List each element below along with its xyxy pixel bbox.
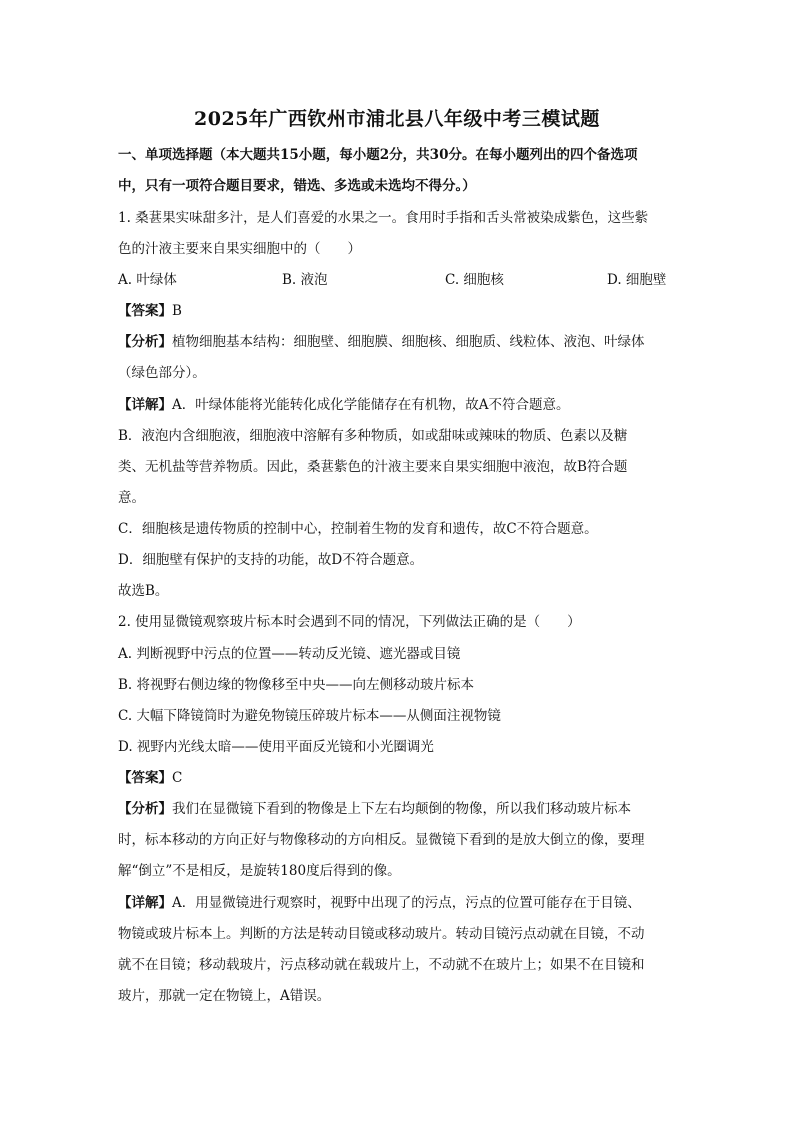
q1-detail-line-6: D．细胞壁有保护的支持的功能，故D不符合题意。	[118, 552, 424, 568]
q1-option-d: D. 细胞壁	[607, 272, 667, 288]
q1-answer	[118, 302, 182, 320]
q1-detail-text-1: A．叶绿体能将光能转化成化学能储存在有机物，故A不符合题意。	[172, 397, 570, 413]
q2-analysis-text-1: 我们在显微镜下看到的物像是上下左右均颠倒的物像，所以我们移动玻片标本	[172, 801, 631, 817]
q1-answer-value: B	[172, 303, 182, 319]
answer-tag: 【答案】	[118, 770, 172, 786]
q2-option-b: B. 将视野右侧边缘的物像移至中央——向左侧移动玻片标本	[118, 677, 475, 693]
q2-detail-line-4: 玻片，那就一定在物镜上，A错误。	[118, 988, 331, 1004]
q1-stem-line-2: 色的汁液主要来自果实细胞中的（ ）	[118, 241, 361, 257]
q1-detail-line-3: 类、无机盐等营养物质。因此，桑葚紫色的汁液主要来自果实细胞中液泡，故B符合题	[118, 459, 628, 475]
q2-analysis-line-1	[118, 800, 631, 818]
page-title: 2025年广西钦州市浦北县八年级中考三模试题	[194, 108, 600, 130]
q2-answer-value: C	[172, 770, 183, 786]
q1-analysis-line-1	[118, 333, 645, 351]
q2-analysis-line-3: 解“倒立”不是相反，是旋转180度后得到的像。	[118, 863, 401, 879]
q1-analysis-text-1: 植物细胞基本结构：细胞壁、细胞膜、细胞核、细胞质、线粒体、液泡、叶绿体	[172, 334, 645, 350]
analysis-tag: 【分析】	[118, 334, 172, 350]
q1-analysis-line-2: （绿色部分）。	[118, 365, 206, 381]
q2-answer	[118, 769, 182, 787]
q2-option-d: D. 视野内光线太暗——使用平面反光镜和小光圈调光	[118, 739, 434, 755]
q1-detail-line-5: C．细胞核是遗传物质的控制中心，控制着生物的发育和遗传，故C不符合题意。	[118, 521, 598, 537]
q2-detail-line-3: 就不在目镜；移动载玻片，污点移动就在载玻片上，不动就不在玻片上；如果不在目镜和	[118, 957, 645, 973]
detail-tag: 【详解】	[118, 397, 172, 413]
q1-stem-line-1: 1. 桑葚果实味甜多汁，是人们喜爱的水果之一。食用时手指和舌头常被染成紫色，这些紫	[118, 210, 649, 226]
q1-detail-line-4: 意。	[118, 490, 145, 506]
q1-detail-line-2: B．液泡内含细胞液，细胞液中溶解有多种物质，如或甜味或辣味的物质、色素以及糖	[118, 428, 628, 444]
q2-stem: 2. 使用显微镜观察玻片标本时会遇到不同的情况，下列做法正确的是（ ）	[118, 614, 581, 630]
section-heading-line-2: 中，只有一项符合题目要求，错选、多选或未选均不得分。）	[118, 178, 476, 194]
q2-option-a: A. 判断视野中污点的位置——转动反光镜、遮光器或目镜	[118, 646, 461, 662]
section-heading-line-1: 一、单项选择题（本大题共15小题，每小题2分，共30分。在每小题列出的四个备选项	[118, 147, 638, 163]
detail-tag: 【详解】	[118, 895, 172, 911]
q2-detail-line-1	[118, 894, 641, 912]
q2-detail-line-2: 物镜或玻片标本上。判断的方法是转动目镜或移动玻片。转动目镜污点动就在目镜，不动	[118, 926, 645, 942]
q1-option-c: C. 细胞核	[445, 272, 504, 288]
analysis-tag: 【分析】	[118, 801, 172, 817]
q1-conclusion: 故选B。	[118, 583, 169, 599]
q1-option-a: A. 叶绿体	[118, 272, 177, 288]
q1-option-b: B. 液泡	[282, 272, 328, 288]
q2-detail-text-1: A．用显微镜进行观察时，视野中出现了的污点，污点的位置可能存在于目镜、	[172, 895, 641, 911]
q1-detail-line-1	[118, 396, 570, 414]
q2-analysis-line-2: 时，标本移动的方向正好与物像移动的方向相反。显微镜下看到的是放大倒立的像，要理	[118, 832, 645, 848]
answer-tag: 【答案】	[118, 303, 172, 319]
q2-option-c: C. 大幅下降镜筒时为避免物镜压碎玻片标本——从侧面注视物镜	[118, 708, 501, 724]
